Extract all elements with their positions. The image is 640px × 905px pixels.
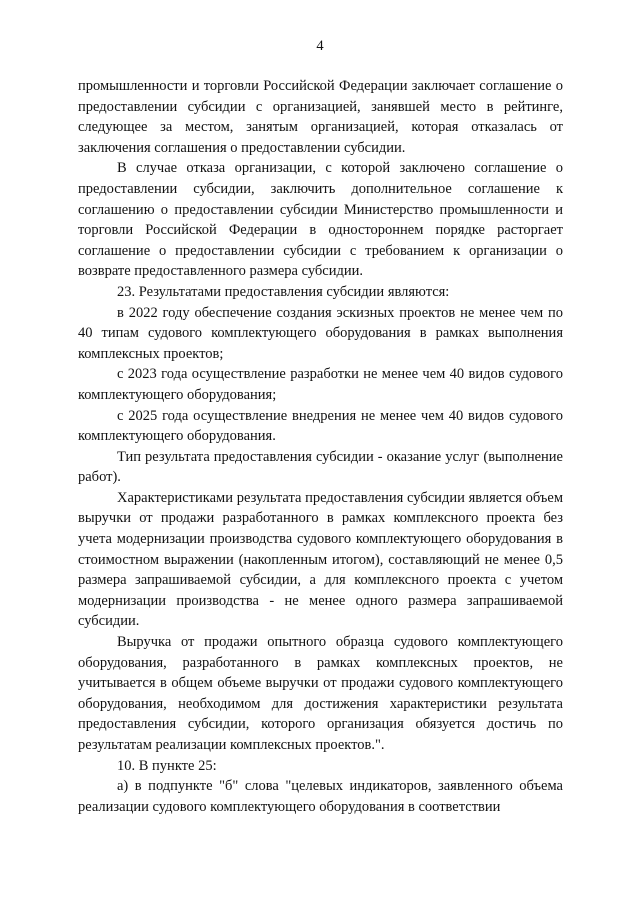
paragraph: 10. В пункте 25: [117, 757, 217, 774]
paragraph: в 2022 году обеспечение создания эскизных проектов не менее чем по 40 типам судового комплектующего оборудования в рамках выполнения комплексных проектов; [78, 304, 563, 362]
paragraph: В случае отказа организации, с которой заключено соглашение о предоставлении субсидии, заключить дополнительное соглашение к соглашению о предоставлении субсидии Министерство промышленности и торговли Российской Федерации в одностороннем порядке расторгает соглашение о предоставлении субсидии с требованием к организации о возврате предоставленного размера субсидии. [78, 160, 563, 280]
paragraph: Характеристиками результата предоставления субсидии является объем выручки от продажи разработанного в рамках комплексного проекта без учета модернизации производства судового комплектующего оборудования в стоимостном выражении (накопленным итогом), составляющий не менее 0,5 размера запрашиваемой субсидии, а для комплексного проекта с учетом модернизации производства - не менее одного размера запрашиваемой субсидии. [78, 489, 563, 630]
paragraph: с 2023 года осуществление разработки не менее чем 40 видов судового комплектующего оборудования; [78, 366, 563, 403]
paragraph: а) в подпункте "б" слова "целевых индикаторов, заявленного объема реализации судового комплектующего оборудования в соответствии [78, 778, 563, 815]
page-number: 4 [316, 38, 324, 54]
paragraph: промышленности и торговли Российской Федерации заключает соглашение о предоставлении субсидии с организацией, занявшей место в рейтинге, следующее за местом, занятым организацией, которая отказалась от заключения соглашения о предоставлении субсидии. [78, 78, 563, 156]
document-body [78, 76, 563, 817]
paragraph: 23. Результатами предоставления субсидии являются: [117, 283, 450, 300]
paragraph: с 2025 года осуществление внедрения не менее чем 40 видов судового комплектующего оборудования. [78, 407, 563, 445]
paragraph: Выручка от продажи опытного образца судового комплектующего оборудования, разработанного в рамках комплексных проектов, не учитывается в общем объеме выручки от продажи судового комплектующего оборудования, необходимом для достижения характеристики результата предоставления субсидии, которого организация обязуется достичь по результатам реализации комплексных проектов.". [78, 634, 563, 753]
paragraph: Тип результата предоставления субсидии - оказание услуг (выполнение работ). [78, 448, 563, 486]
